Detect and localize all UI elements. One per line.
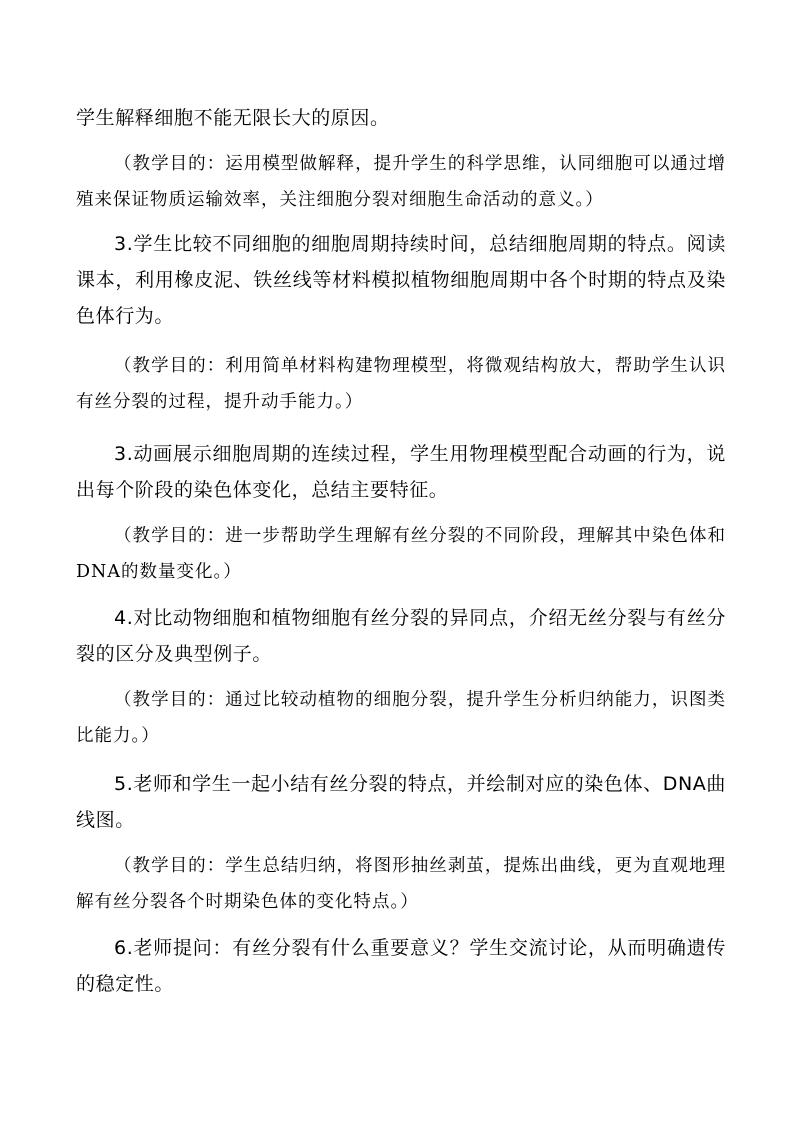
step-4-mitosis-comparison: 4.对比动物细胞和植物细胞有丝分裂的异同点，介绍无丝分裂与有丝分裂的区分及典型例子。 <box>76 607 726 665</box>
step-5-summary-curves: 5.老师和学生一起小结有丝分裂的特点，并绘制对应的染色体、DNA曲线图。 <box>76 773 726 831</box>
step-3-cell-cycle-comparison: 3.学生比较不同细胞的细胞周期持续时间，总结细胞周期的特点。阅读课本，利用橡皮泥、铁丝线等材料模拟植物细胞周期中各个时期的特点及染色体行为。 <box>76 233 726 327</box>
step-3-animation-display: 3.动画展示细胞周期的连续过程，学生用物理模型配合动画的行为，说出每个阶段的染色体变化，总结主要特征。 <box>76 443 726 501</box>
teaching-goal-note-3: （教学目的：进一步帮助学生理解有丝分裂的不同阶段，理解其中染色体和DNA的数量变化。） <box>76 526 726 582</box>
teaching-goal-note-4: （教学目的：通过比较动植物的细胞分裂，提升学生分析归纳能力，识图类比能力。） <box>76 690 726 746</box>
paragraph-cell-growth-limit: 学生解释细胞不能无限长大的原因。 <box>76 107 390 129</box>
teaching-goal-note-2: （教学目的：利用简单材料构建物理模型，将微观结构放大，帮助学生认识有丝分裂的过程，提升动手能力。） <box>76 356 726 412</box>
step-6-mitosis-significance: 6.老师提问：有丝分裂有什么重要意义？学生交流讨论，从而明确遗传的稳定性。 <box>76 937 726 995</box>
teaching-goal-note-1: （教学目的：运用模型做解释，提升学生的科学思维，认同细胞可以通过增殖来保证物质运输效率，关注细胞分裂对细胞生命活动的意义。） <box>76 154 726 210</box>
teaching-goal-note-5: （教学目的：学生总结归纳，将图形抽丝剥茧，提炼出曲线，更为直观地理解有丝分裂各个时期染色体的变化特点。） <box>76 856 726 912</box>
